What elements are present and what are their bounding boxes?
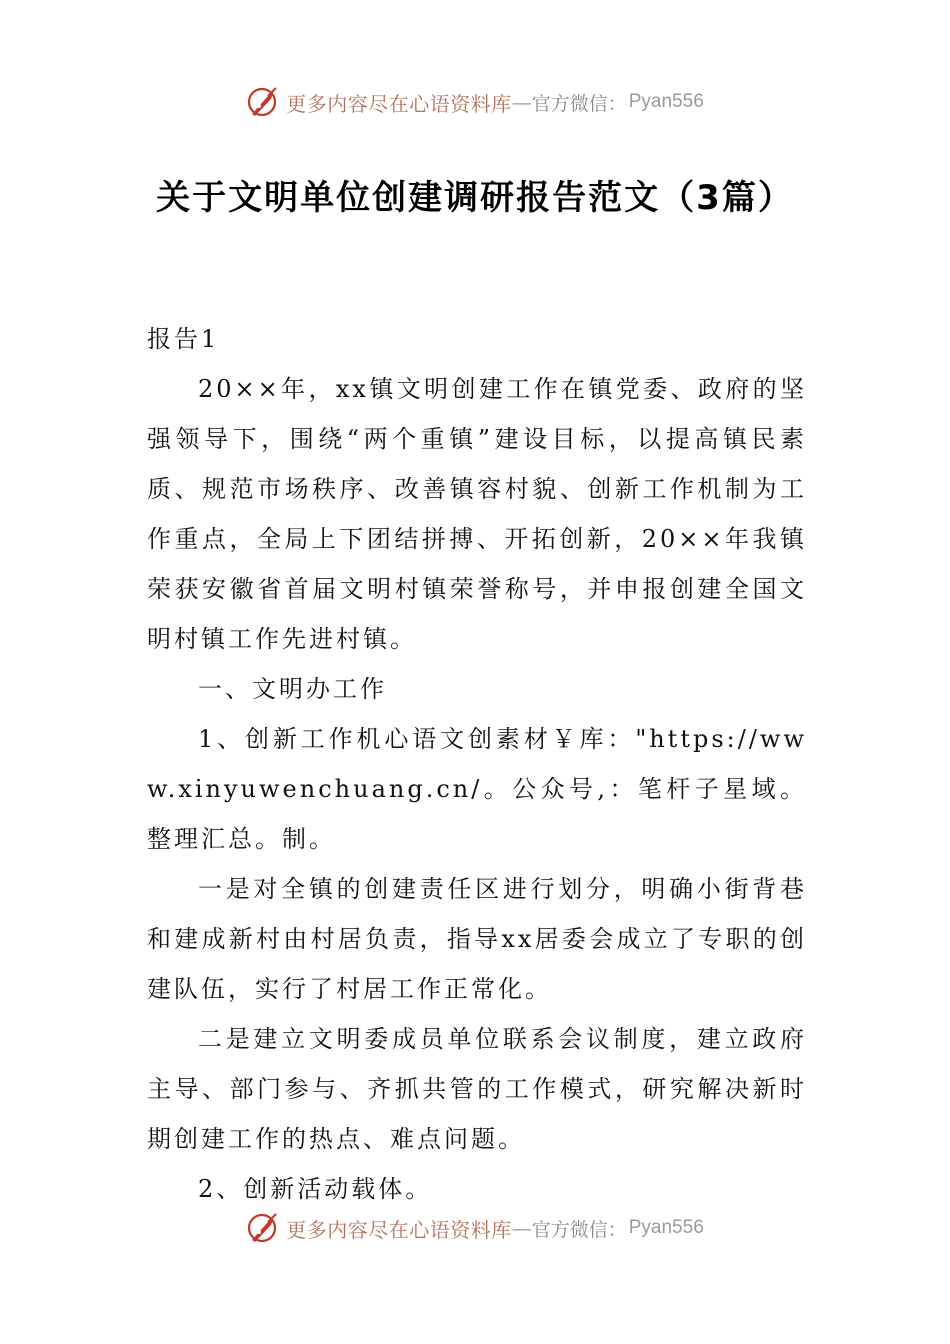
pen-nib-icon	[246, 84, 282, 120]
paragraph: 2、创新活动载体。	[198, 1175, 433, 1203]
banner-separator: —	[511, 1216, 532, 1240]
banner-wechat-id: Pyan556	[628, 1217, 704, 1238]
banner-wechat-id: Pyan556	[628, 91, 704, 112]
banner-separator: —	[511, 90, 532, 114]
document-body	[147, 314, 807, 1214]
document-title: 关于文明单位创建调研报告范文（3篇）	[156, 178, 794, 218]
paragraph: 20××年，xx镇文明创建工作在镇党委、政府的坚强领导下，围绕“两个重镇”建设目标，以提高镇民素质、规范市场秩序、改善镇容村貌、创新工作机制为工作重点，全局上下团结拼搏、开拓创新，20××年我镇荣获安徽省首届文明村镇荣誉称号，并申报创建全国文明村镇工作先进村镇。	[147, 375, 807, 653]
footer-banner	[0, 1206, 950, 1250]
pen-nib-icon	[246, 1210, 282, 1246]
paragraph: 一是对全镇的创建责任区进行划分，明确小街背巷和建成新村由村居负责，指导xx居委会成立了专职的创建队伍，实行了村居工作正常化。	[147, 875, 807, 1003]
banner-sub-text: 官方微信：	[531, 1218, 627, 1241]
paragraph: 二是建立文明委成员单位联系会议制度，建立政府主导、部门参与、齐抓共管的工作模式，研究解决新时期创建工作的热点、难点问题。	[147, 1025, 807, 1153]
section-heading: 一、文明办工作	[198, 675, 387, 703]
banner-main-text: 更多内容尽在心语资料库	[286, 91, 512, 116]
header-banner	[0, 80, 950, 124]
paragraph: 1、创新工作机心语文创素材￥库："https://www.xinyuwenchuang.cn/。公众号,：笔杆子星域。整理汇总。制。	[147, 725, 807, 853]
banner-sub-text: 官方微信：	[531, 92, 627, 115]
report-heading: 报告1	[147, 325, 220, 353]
banner-main-text: 更多内容尽在心语资料库	[286, 1217, 512, 1242]
